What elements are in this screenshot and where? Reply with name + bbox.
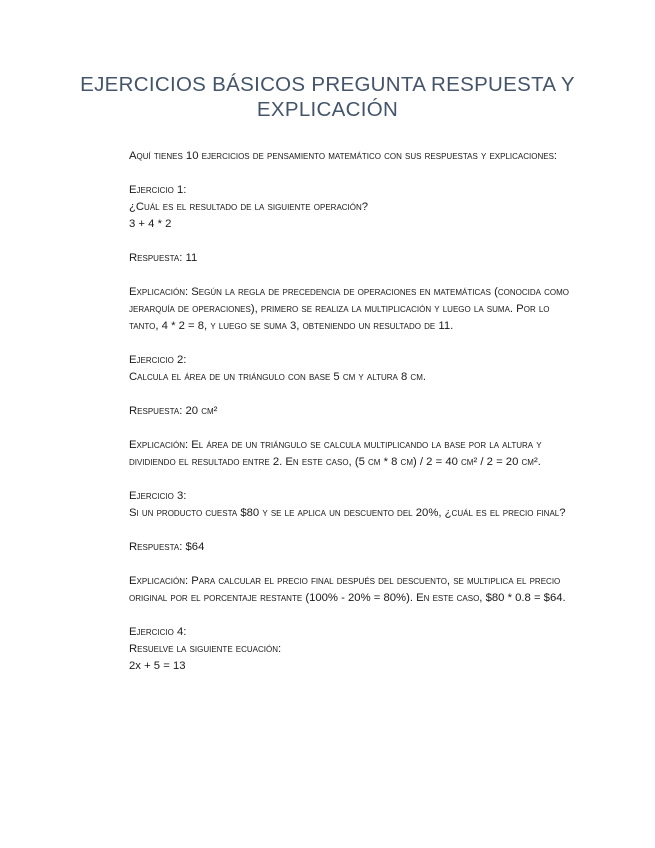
exercise-explanation: Explicación: Según la regla de precedencia de operaciones en matemáticas (conocida como jerarquía de operaciones), primero se realiza la multiplicación y luego la suma. Por lo tanto, 4 * 2 = 8, y luego se suma 3, obteniendo un resultado de 11. bbox=[129, 286, 569, 332]
exercise-answer: Respuesta: $64 bbox=[129, 541, 205, 553]
exercise-2-question-block bbox=[129, 352, 569, 386]
intro-paragraph: Aquí tienes 10 ejercicios de pensamiento matemático con sus respuestas y explicaciones: bbox=[129, 150, 558, 162]
exercise-heading: Ejercicio 2: bbox=[129, 354, 187, 366]
exercise-explanation: Explicación: El área de un triángulo se calcula multiplicando la base por la altura y dividiendo el resultado entre 2. En este caso, (5 cm * 8 cm) / 2 = 40 cm² / 2 = 20 cm². bbox=[129, 439, 542, 468]
exercise-question: Calcula el área de un triángulo con base 5 cm y altura 8 cm. bbox=[129, 371, 427, 383]
exercise-question: Si un producto cuesta $80 y se le aplica un descuento del 20%, ¿cuál es el precio final? bbox=[129, 507, 566, 519]
exercise-heading: Ejercicio 4: bbox=[129, 626, 187, 638]
exercise-answer: Respuesta: 20 cm² bbox=[129, 405, 218, 417]
exercise-formula: 3 + 4 * 2 bbox=[129, 218, 172, 230]
exercise-formula: 2x + 5 = 13 bbox=[129, 660, 186, 672]
exercise-1-question-block bbox=[129, 182, 569, 233]
exercise-answer: Respuesta: 11 bbox=[129, 252, 198, 264]
exercise-heading: Ejercicio 3: bbox=[129, 490, 187, 502]
exercise-4-question-block bbox=[129, 624, 569, 675]
exercise-question: Resuelve la siguiente ecuación: bbox=[129, 643, 282, 655]
exercise-heading: Ejercicio 1: bbox=[129, 184, 187, 196]
document-body bbox=[129, 148, 569, 692]
exercise-3-question-block bbox=[129, 488, 569, 522]
exercise-explanation: Explicación: Para calcular el precio final después del descuento, se multiplica el precio original por el porcentaje restante (100% - 20% = 80%). En este caso, $80 * 0.8 = $64. bbox=[129, 575, 566, 604]
document-title: EJERCICIOS BÁSICOS PREGUNTA RESPUESTA Y EXPLICACIÓN bbox=[80, 73, 575, 121]
exercise-question: ¿Cuál es el resultado de la siguiente operación? bbox=[129, 201, 369, 213]
